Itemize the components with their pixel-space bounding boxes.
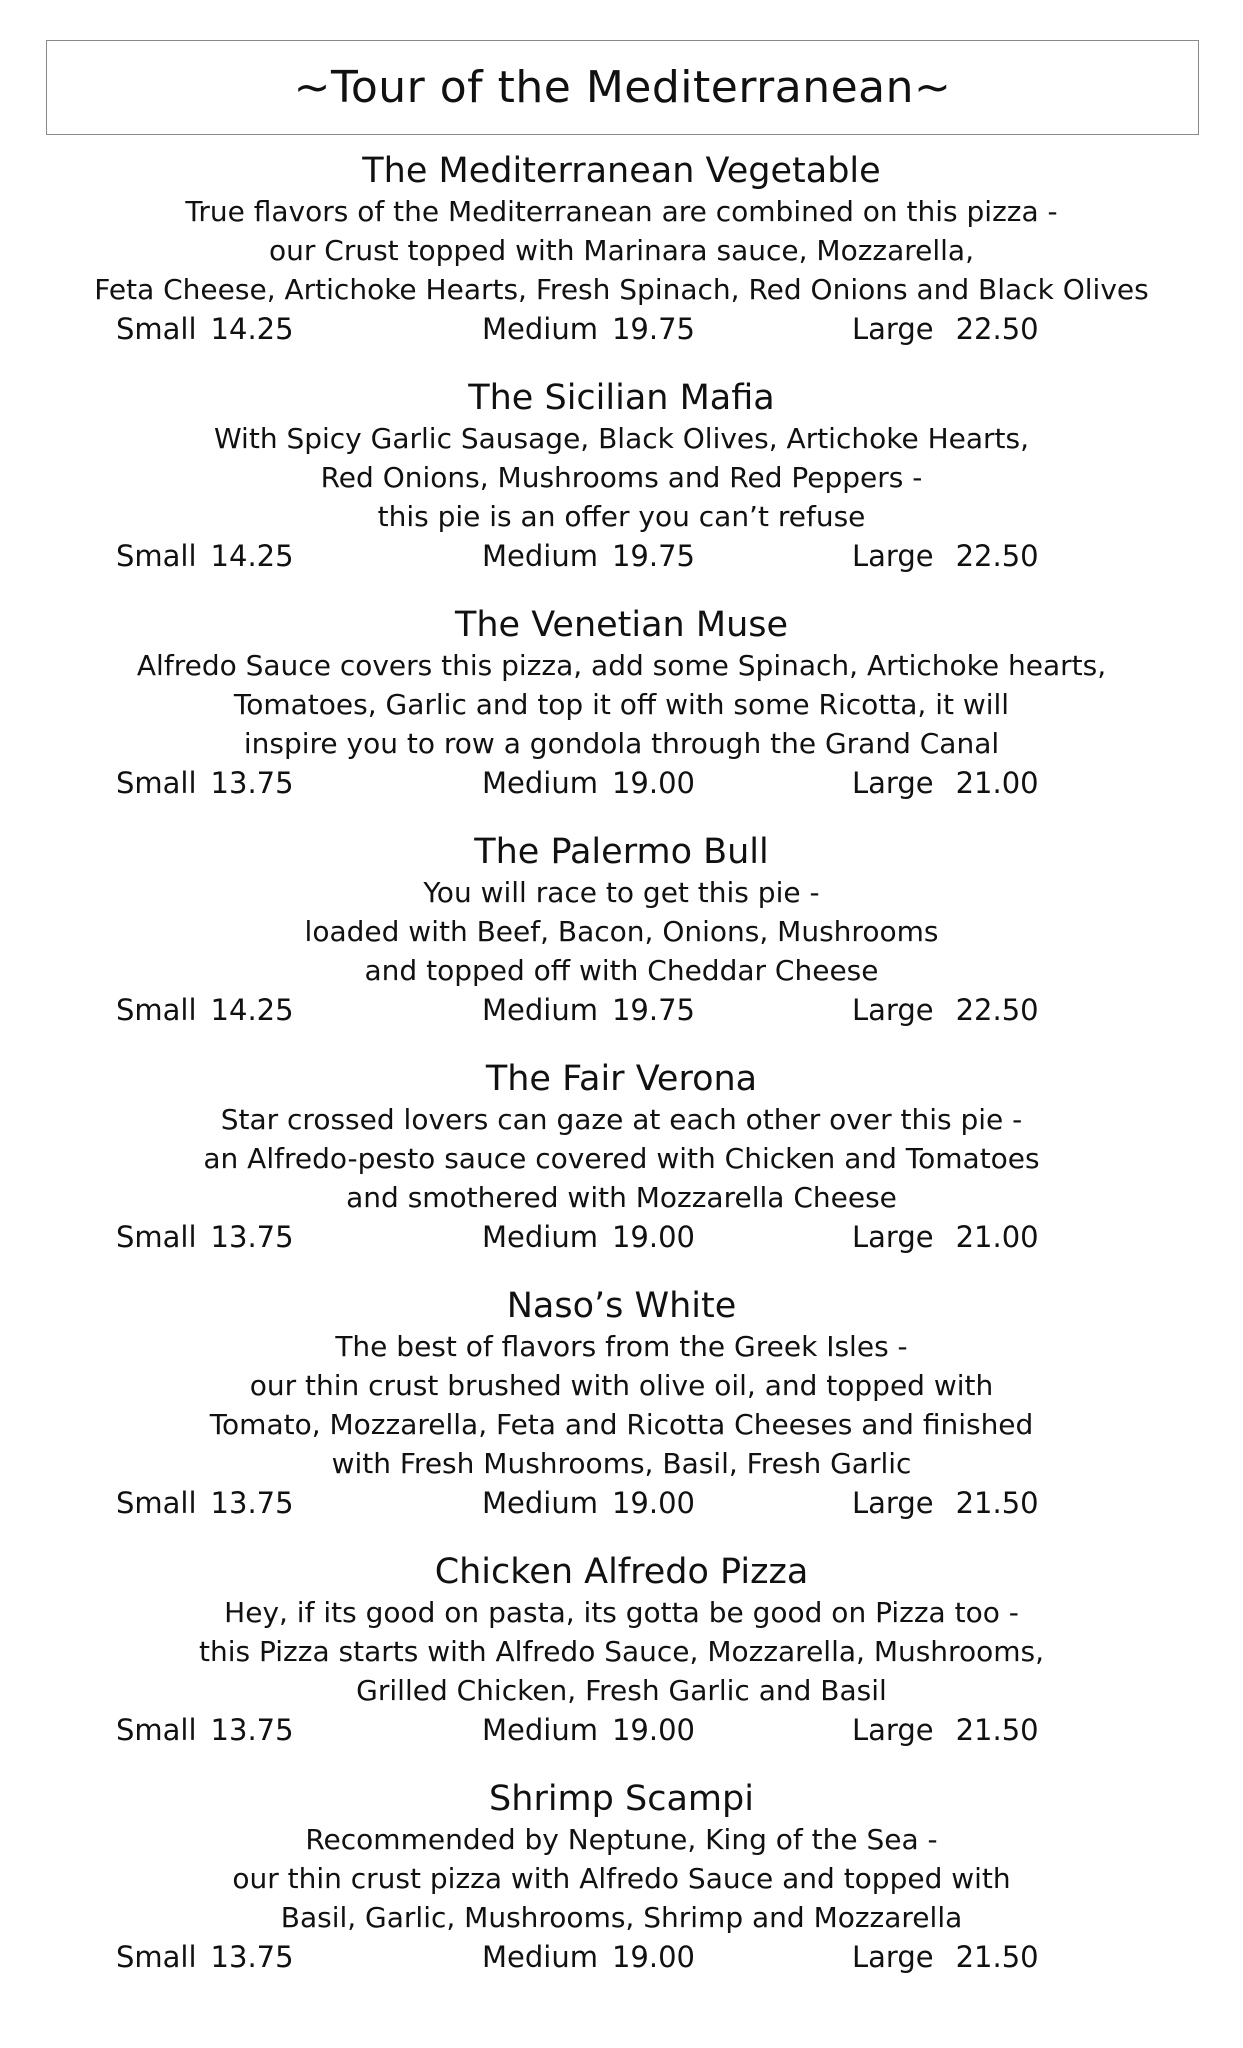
- size-label-large: Large: [852, 1486, 934, 1520]
- pizza-name: Chicken Alfredo Pizza: [434, 1552, 809, 1592]
- description-line: our thin crust brushed with olive oil, and topped with: [249, 1369, 994, 1402]
- menu-item: [0, 1551, 1243, 1778]
- price-large: [852, 536, 1039, 576]
- description-line: With Spicy Garlic Sausage, Black Olives, Artichoke Hearts,: [213, 422, 1029, 455]
- description-line: The best of flavors from the Greek Isles -: [335, 1330, 908, 1363]
- description-line: Hey, if its good on pasta, its gotta be good on Pizza too -: [224, 1596, 1019, 1629]
- price-medium: [482, 1710, 695, 1750]
- size-label-medium: Medium: [482, 993, 598, 1027]
- price-value-medium: 19.00: [611, 1940, 695, 1974]
- description-line: and smothered with Mozzarella Cheese: [346, 1181, 897, 1214]
- price-small: [116, 990, 294, 1030]
- price-value-small: 13.75: [210, 1940, 294, 1974]
- price-value-small: 13.75: [210, 766, 294, 800]
- description-line: inspire you to row a gondola through the Grand Canal: [243, 727, 1000, 760]
- pizza-name: The Sicilian Mafia: [468, 378, 775, 418]
- size-label-small: Small: [116, 539, 197, 573]
- size-label-large: Large: [852, 993, 934, 1027]
- price-value-small: 14.25: [210, 993, 294, 1027]
- pizza-name: The Mediterranean Vegetable: [362, 151, 881, 191]
- description-line: this Pizza starts with Alfredo Sauce, Mozzarella, Mushrooms,: [199, 1635, 1044, 1668]
- pizza-name: Shrimp Scampi: [489, 1779, 754, 1819]
- menu-title: ~Tour of the Mediterranean~: [293, 62, 952, 113]
- price-value-medium: 19.00: [611, 1713, 695, 1747]
- price-small: [116, 1937, 294, 1977]
- size-label-medium: Medium: [482, 1713, 598, 1747]
- size-label-small: Small: [116, 993, 197, 1027]
- price-large: [852, 309, 1039, 349]
- description-line: Feta Cheese, Artichoke Hearts, Fresh Spinach, Red Onions and Black Olives: [94, 273, 1149, 306]
- price-value-medium: 19.00: [611, 766, 695, 800]
- size-label-large: Large: [852, 1713, 934, 1747]
- size-label-medium: Medium: [482, 1486, 598, 1520]
- description-line: our Crust topped with Marinara sauce, Mozzarella,: [268, 234, 974, 267]
- price-medium: [482, 763, 695, 803]
- description-line: this pie is an offer you can’t refuse: [377, 500, 866, 533]
- description-line: Alfredo Sauce covers this pizza, add some Spinach, Artichoke hearts,: [136, 649, 1107, 682]
- price-value-large: 21.00: [955, 1220, 1039, 1254]
- description-line: Basil, Garlic, Mushrooms, Shrimp and Mozzarella: [280, 1901, 963, 1934]
- size-label-medium: Medium: [482, 1940, 598, 1974]
- size-label-medium: Medium: [482, 539, 598, 573]
- menu-item: [0, 1285, 1243, 1551]
- menu-item: [0, 1058, 1243, 1285]
- price-value-large: 21.50: [955, 1713, 1039, 1747]
- price-value-large: 22.50: [955, 312, 1039, 346]
- description-line: Recommended by Neptune, King of the Sea -: [305, 1823, 938, 1856]
- price-row: [0, 1710, 1243, 1750]
- price-value-small: 13.75: [210, 1220, 294, 1254]
- pizza-description: [0, 646, 1243, 763]
- description-line: You will race to get this pie -: [423, 876, 820, 909]
- price-small: [116, 309, 294, 349]
- price-row: [0, 309, 1243, 349]
- description-line: Red Onions, Mushrooms and Red Peppers -: [320, 461, 923, 494]
- price-value-medium: 19.00: [611, 1220, 695, 1254]
- description-line: with Fresh Mushrooms, Basil, Fresh Garlic: [331, 1447, 912, 1480]
- price-row: [0, 763, 1243, 803]
- description-line: Grilled Chicken, Fresh Garlic and Basil: [356, 1674, 887, 1707]
- price-small: [116, 763, 294, 803]
- pizza-description: [0, 419, 1243, 536]
- pizza-description: [0, 1593, 1243, 1710]
- price-value-medium: 19.75: [611, 312, 695, 346]
- price-value-large: 21.00: [955, 766, 1039, 800]
- price-large: [852, 763, 1039, 803]
- size-label-medium: Medium: [482, 766, 598, 800]
- price-large: [852, 990, 1039, 1030]
- price-large: [852, 1483, 1039, 1523]
- price-value-small: 14.25: [210, 312, 294, 346]
- size-label-small: Small: [116, 1713, 197, 1747]
- price-value-medium: 19.00: [611, 1486, 695, 1520]
- menu-item: [0, 150, 1243, 377]
- price-row: [0, 536, 1243, 576]
- description-line: Tomatoes, Garlic and top it off with some Ricotta, it will: [233, 688, 1010, 721]
- price-row: [0, 1217, 1243, 1257]
- size-label-small: Small: [116, 312, 197, 346]
- price-small: [116, 1710, 294, 1750]
- price-value-small: 13.75: [210, 1713, 294, 1747]
- price-small: [116, 1483, 294, 1523]
- price-medium: [482, 536, 695, 576]
- price-value-large: 22.50: [955, 993, 1039, 1027]
- price-medium: [482, 1483, 695, 1523]
- pizza-name: Naso’s White: [506, 1286, 737, 1326]
- size-label-large: Large: [852, 312, 934, 346]
- description-line: Star crossed lovers can gaze at each other over this pie -: [220, 1103, 1023, 1136]
- pizza-name: The Palermo Bull: [474, 832, 769, 872]
- pizza-description: [0, 873, 1243, 990]
- price-row: [0, 1937, 1243, 1977]
- price-row: [0, 990, 1243, 1030]
- menu-title-box: [46, 40, 1199, 135]
- pizza-description: [0, 1327, 1243, 1483]
- menu-item: [0, 831, 1243, 1058]
- size-label-large: Large: [852, 1220, 934, 1254]
- price-value-large: 22.50: [955, 539, 1039, 573]
- menu-item: [0, 377, 1243, 604]
- size-label-small: Small: [116, 1940, 197, 1974]
- size-label-large: Large: [852, 539, 934, 573]
- pizza-description: [0, 1100, 1243, 1217]
- pizza-name: The Venetian Muse: [454, 605, 789, 645]
- description-line: loaded with Beef, Bacon, Onions, Mushrooms: [304, 915, 939, 948]
- price-large: [852, 1937, 1039, 1977]
- price-small: [116, 1217, 294, 1257]
- description-line: and topped off with Cheddar Cheese: [364, 954, 879, 987]
- size-label-medium: Medium: [482, 1220, 598, 1254]
- price-large: [852, 1710, 1039, 1750]
- price-value-medium: 19.75: [611, 993, 695, 1027]
- price-value-large: 21.50: [955, 1940, 1039, 1974]
- pizza-description: [0, 1820, 1243, 1937]
- size-label-small: Small: [116, 766, 197, 800]
- size-label-medium: Medium: [482, 312, 598, 346]
- price-small: [116, 536, 294, 576]
- price-medium: [482, 1937, 695, 1977]
- pizza-description: [0, 192, 1243, 309]
- price-value-large: 21.50: [955, 1486, 1039, 1520]
- size-label-large: Large: [852, 766, 934, 800]
- price-row: [0, 1483, 1243, 1523]
- price-medium: [482, 1217, 695, 1257]
- price-medium: [482, 990, 695, 1030]
- size-label-small: Small: [116, 1220, 197, 1254]
- price-value-small: 13.75: [210, 1486, 294, 1520]
- size-label-small: Small: [116, 1486, 197, 1520]
- size-label-large: Large: [852, 1940, 934, 1974]
- price-large: [852, 1217, 1039, 1257]
- price-value-medium: 19.75: [611, 539, 695, 573]
- pizza-name: The Fair Verona: [485, 1059, 758, 1099]
- description-line: an Alfredo-pesto sauce covered with Chicken and Tomatoes: [203, 1142, 1040, 1175]
- description-line: our thin crust pizza with Alfredo Sauce and topped with: [232, 1862, 1011, 1895]
- price-medium: [482, 309, 695, 349]
- menu-list: [0, 150, 1243, 2005]
- menu-item: [0, 604, 1243, 831]
- menu-item: [0, 1778, 1243, 2005]
- price-value-small: 14.25: [210, 539, 294, 573]
- description-line: Tomato, Mozzarella, Feta and Ricotta Cheeses and finished: [209, 1408, 1034, 1441]
- description-line: True flavors of the Mediterranean are combined on this pizza -: [185, 195, 1058, 228]
